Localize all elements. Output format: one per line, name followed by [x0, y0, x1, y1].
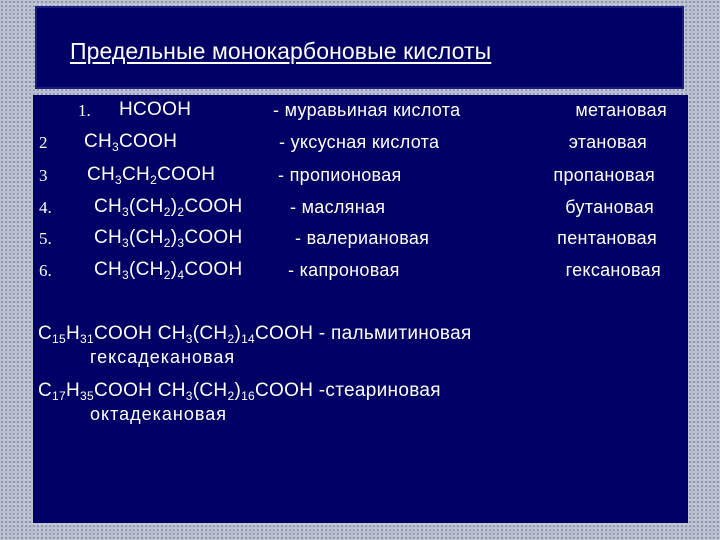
- acid-common-name: - капроновая: [288, 260, 400, 280]
- acid-common-name: - уксусная кислота: [279, 132, 440, 152]
- row-number: 4.: [39, 198, 52, 217]
- acid-systematic-name: пропановая: [553, 165, 655, 185]
- long-acid-systematic-name: октадекановая: [90, 404, 228, 424]
- acid-systematic-name: метановая: [575, 100, 667, 120]
- row-number: 2: [39, 133, 48, 152]
- acid-formula: $CH_3(CH_2)_2COOH$: [94, 196, 243, 219]
- acid-formula: $CH_3(CH_2)_4COOH$: [94, 259, 243, 282]
- acid-common-name: - муравьиная кислота: [273, 100, 461, 120]
- acid-formula: $CH_3CH_2COOH$: [87, 164, 216, 187]
- row-number: 5.: [39, 229, 52, 248]
- acid-systematic-name: бутановая: [565, 197, 654, 217]
- acid-formula: $CH_3(CH_2)_3COOH$: [94, 227, 243, 250]
- long-acid-systematic-name: гексадекановая: [90, 347, 236, 367]
- acid-formula: HCOOH: [119, 99, 192, 120]
- slide-title: Предельные монокарбоновые кислоты: [70, 38, 492, 64]
- acid-systematic-name: этановая: [568, 132, 647, 152]
- title-panel: [35, 6, 684, 89]
- content-panel: [33, 95, 688, 523]
- acid-common-name: - масляная: [290, 197, 386, 217]
- row-number: 3: [39, 166, 48, 185]
- acid-systematic-name: гексановая: [565, 260, 661, 280]
- long-acid-formula: $C_{17}H_{35}COOH$ $CH_3(CH_2)_{16}COOH$ -стеариновая: [38, 380, 441, 403]
- acid-common-name: - валериановая: [295, 228, 430, 248]
- acid-common-name: - пропионовая: [278, 165, 402, 185]
- row-number: 6.: [39, 261, 52, 280]
- acid-formula: $CH_3COOH$: [84, 131, 178, 154]
- row-number: 1.: [78, 101, 91, 120]
- long-acid-formula: $C_{15}H_{31}COOH$ $CH_3(CH_2)_{14}COOH$ - пальмитиновая: [38, 323, 472, 346]
- acid-systematic-name: пентановая: [557, 228, 657, 248]
